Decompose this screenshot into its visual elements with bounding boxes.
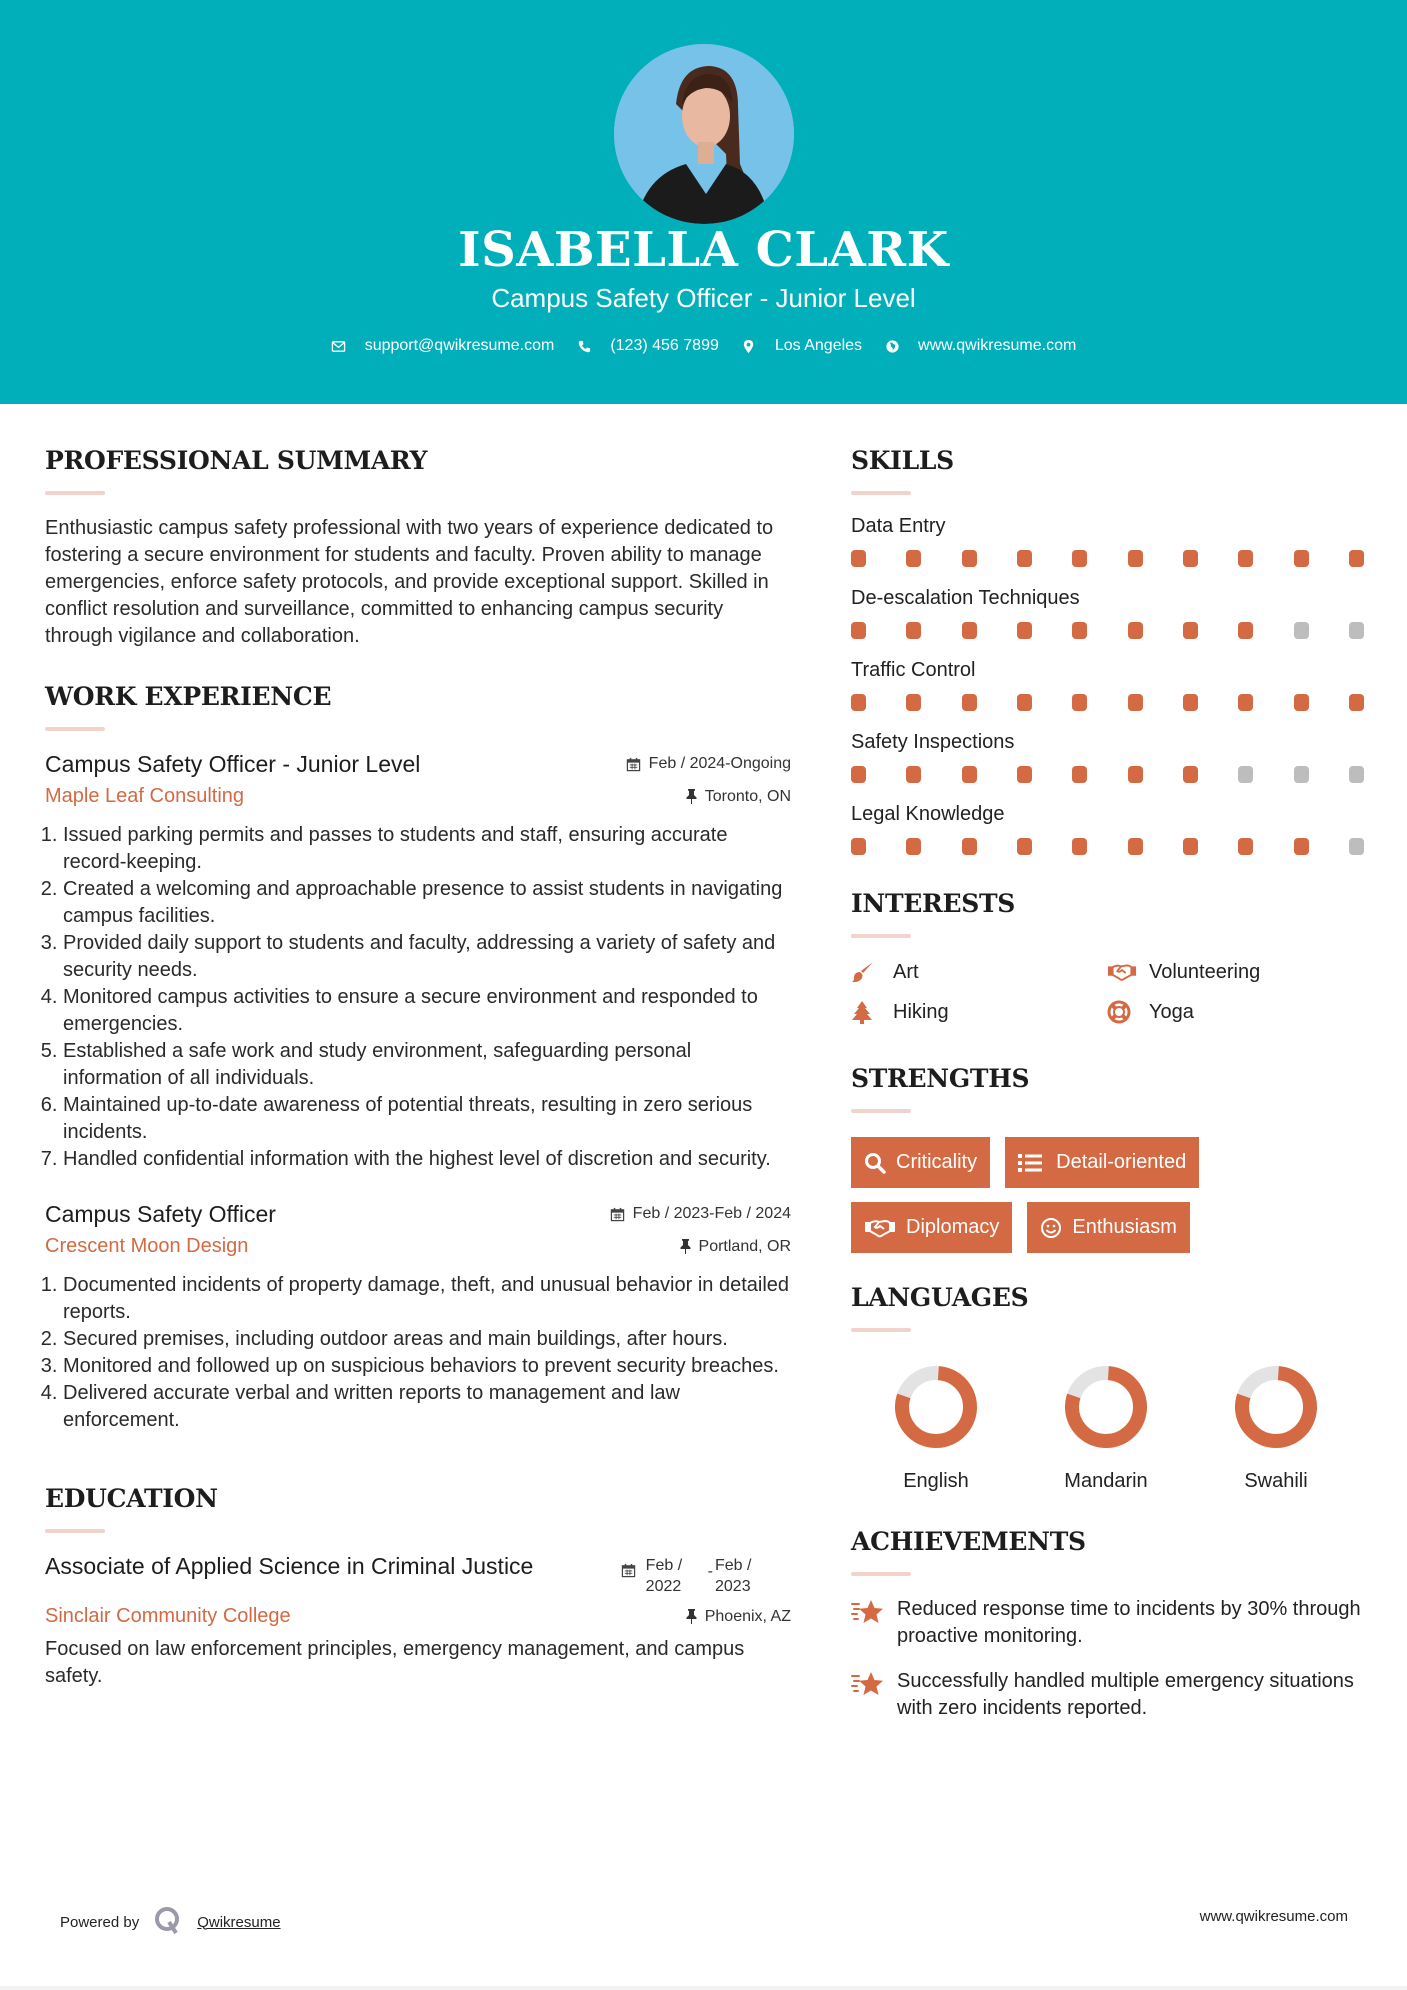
- rating-dot-filled: [1238, 550, 1253, 567]
- language-name: English: [903, 1470, 969, 1492]
- rating-dot-filled: [1017, 550, 1032, 567]
- rating-dot-empty: [1238, 766, 1253, 783]
- section-title: PROFESSIONAL SUMMARY: [45, 446, 428, 475]
- section-divider: [851, 1328, 911, 1332]
- degree-title: Associate of Applied Science in Criminal Justice: [45, 1553, 534, 1579]
- rating-dot-filled: [1128, 838, 1143, 855]
- experience-section: [45, 682, 791, 1434]
- section-divider: [851, 1109, 911, 1113]
- language-donut-chart: [1233, 1364, 1319, 1450]
- contact-phone[interactable]: [576, 337, 719, 355]
- skill-name: Legal Knowledge: [851, 803, 1005, 825]
- location-text: Los Angeles: [774, 337, 863, 354]
- rating-dot-filled: [1349, 550, 1364, 567]
- tree-icon: [851, 1000, 881, 1024]
- section-divider: [851, 934, 911, 938]
- date-separator: -: [707, 1563, 713, 1580]
- rating-dot-filled: [1238, 694, 1253, 711]
- phone-text: (123) 456 7899: [610, 337, 719, 354]
- pushpin-icon: [686, 789, 697, 804]
- section-divider: [45, 1529, 105, 1533]
- rating-dot-filled: [1294, 694, 1309, 711]
- job-entry: [45, 1199, 791, 1434]
- strength-tag: Enthusiasm: [1027, 1202, 1190, 1253]
- section-title: INTERESTS: [851, 889, 1016, 918]
- qwikresume-logo-icon: [153, 1905, 183, 1939]
- footer-url-link[interactable]: www.qwikresume.com: [1199, 1908, 1348, 1925]
- rating-dot-filled: [1238, 838, 1253, 855]
- contact-website[interactable]: [884, 337, 1076, 355]
- skill-item: [851, 731, 1366, 783]
- rating-dot-filled: [851, 550, 866, 567]
- profile-photo: [614, 44, 794, 224]
- job-dates: Feb / 2023-Feb / 2024: [610, 1205, 791, 1223]
- rating-dot-empty: [1294, 766, 1309, 783]
- contact-bar: [0, 337, 1407, 355]
- job-location: Portland, OR: [680, 1238, 791, 1256]
- search-icon: [864, 1152, 886, 1174]
- lifering-icon: [1107, 1000, 1137, 1024]
- rating-dot-filled: [962, 838, 977, 855]
- skill-item: [851, 803, 1366, 855]
- map-pin-icon: [741, 338, 757, 354]
- achievements-section: [851, 1527, 1366, 1722]
- handshake-icon: [864, 1217, 896, 1239]
- email-text: support@qwikresume.com: [364, 337, 555, 354]
- rating-dot-filled: [1183, 622, 1198, 639]
- languages-section: [851, 1283, 1366, 1493]
- bullet-item: 4. Monitored campus activities to ensure a secure environment and responded to emergencies.: [63, 984, 791, 1038]
- rating-dot-empty: [1294, 622, 1309, 639]
- handshake-icon: [1107, 960, 1137, 984]
- school-name: Sinclair Community College: [45, 1605, 291, 1627]
- star-icon: [851, 1670, 885, 1706]
- rating-dot-filled: [1183, 550, 1198, 567]
- achievement-item: Successfully handled multiple emergency situations with zero incidents reported.: [851, 1668, 1366, 1722]
- education-description: Focused on law enforcement principles, emergency management, and campus safety.: [45, 1638, 745, 1687]
- bullet-item: 6. Maintained up-to-date awareness of potential threats, resulting in zero serious incidents.: [63, 1092, 791, 1146]
- bullet-item: 1. Issued parking permits and passes to students and staff, ensuring accurate record-keeping.: [63, 822, 791, 876]
- company-name: Crescent Moon Design: [45, 1235, 249, 1257]
- education-section: [45, 1484, 791, 1690]
- rating-dot-filled: [1294, 838, 1309, 855]
- rating-dot-empty: [1349, 766, 1364, 783]
- person-photo-icon: [614, 44, 794, 224]
- section-title: STRENGTHS: [851, 1064, 1030, 1093]
- interest-item: Yoga: [1107, 1000, 1363, 1024]
- calendar-icon: [626, 757, 641, 772]
- contact-location: [741, 337, 862, 355]
- section-divider: [45, 727, 105, 731]
- skill-item: [851, 659, 1366, 711]
- rating-dot-filled: [851, 694, 866, 711]
- rating-dot-empty: [1349, 838, 1364, 855]
- rating-dot-filled: [906, 838, 921, 855]
- powered-by: Powered by Qwikresume: [60, 1905, 281, 1939]
- job-location: Toronto, ON: [686, 788, 791, 806]
- rating-dot-filled: [1183, 694, 1198, 711]
- rating-dot-filled: [1128, 694, 1143, 711]
- phone-icon: [576, 338, 592, 354]
- interest-item: Volunteering: [1107, 960, 1363, 984]
- rating-dot-filled: [1017, 766, 1032, 783]
- rating-dot-filled: [1128, 550, 1143, 567]
- rating-dot-filled: [1072, 766, 1087, 783]
- bullet-item: 3. Provided daily support to students and faculty, addressing a variety of safety and security needs.: [63, 930, 791, 984]
- qwikresume-link[interactable]: Qwikresume: [197, 1913, 281, 1931]
- page-footer: [0, 1895, 1407, 1935]
- rating-dot-filled: [851, 766, 866, 783]
- skill-rating: [851, 622, 1364, 639]
- rating-dot-filled: [1128, 622, 1143, 639]
- left-column: [45, 446, 791, 1690]
- skill-name: De-escalation Techniques: [851, 587, 1080, 609]
- rating-dot-filled: [962, 622, 977, 639]
- website-text: www.qwikresume.com: [918, 337, 1077, 354]
- rating-dot-empty: [1349, 622, 1364, 639]
- rating-dot-filled: [906, 622, 921, 639]
- calendar-icon: [610, 1207, 625, 1222]
- language-item: [1191, 1364, 1361, 1493]
- rating-dot-filled: [1017, 838, 1032, 855]
- job-bullets: [45, 1272, 791, 1434]
- contact-email[interactable]: [331, 337, 555, 355]
- resume-header: [0, 0, 1407, 404]
- pushpin-icon: [680, 1239, 691, 1254]
- rating-dot-filled: [1183, 838, 1198, 855]
- strength-tag: Detail-oriented: [1005, 1137, 1199, 1188]
- rating-dot-filled: [906, 766, 921, 783]
- rating-dot-filled: [1017, 694, 1032, 711]
- skill-rating: [851, 550, 1364, 567]
- interest-item: Art: [851, 960, 1107, 984]
- candidate-name: ISABELLA CLARK: [458, 222, 949, 278]
- candidate-title: Campus Safety Officer - Junior Level: [491, 283, 916, 313]
- language-name: Swahili: [1244, 1470, 1308, 1492]
- bullet-item: 7. Handled confidential information with the highest level of discretion and security.: [63, 1146, 791, 1173]
- section-title: SKILLS: [851, 446, 954, 475]
- company-name: Maple Leaf Consulting: [45, 785, 245, 807]
- paintbrush-icon: [851, 960, 881, 984]
- pushpin-icon: [686, 1609, 697, 1624]
- skill-name: Traffic Control: [851, 659, 976, 681]
- rating-dot-filled: [1183, 766, 1198, 783]
- education-start: Feb / 2022: [645, 1557, 683, 1595]
- smile-icon: [1040, 1217, 1062, 1239]
- interests-section: [851, 889, 1366, 1024]
- language-donut-chart: [893, 1364, 979, 1450]
- section-divider: [851, 1572, 911, 1576]
- bullet-item: 2. Secured premises, including outdoor areas and main buildings, after hours.: [63, 1326, 791, 1353]
- rating-dot-filled: [851, 838, 866, 855]
- bullet-item: 5. Established a safe work and study environment, safeguarding personal information of all individuals.: [63, 1038, 791, 1092]
- rating-dot-filled: [851, 622, 866, 639]
- page-bottom-border: [0, 1986, 1407, 1990]
- section-title: WORK EXPERIENCE: [45, 682, 332, 711]
- rating-dot-filled: [1072, 622, 1087, 639]
- right-column: [851, 446, 1366, 1722]
- education-end: Feb / 2023: [715, 1557, 752, 1595]
- skill-rating: [851, 694, 1364, 711]
- section-title: ACHIEVEMENTS: [851, 1527, 1086, 1556]
- job-bullets: [45, 822, 791, 1173]
- rating-dot-filled: [1128, 766, 1143, 783]
- rating-dot-filled: [906, 550, 921, 567]
- list-icon: [1018, 1153, 1042, 1173]
- rating-dot-filled: [962, 550, 977, 567]
- skill-rating: [851, 838, 1364, 855]
- interest-item: Hiking: [851, 1000, 1107, 1024]
- language-item: [1021, 1364, 1191, 1493]
- rating-dot-filled: [906, 694, 921, 711]
- envelope-icon: [331, 338, 347, 354]
- section-divider: [851, 491, 911, 495]
- summary-text: Enthusiastic campus safety professional with two years of experience dedicated to fostering a secure environment for students and faculty. Proven ability to manage emergencies, enforce safety protocols, and provide exceptional support. Skilled in conflict resolution and surveillance, committed to enhancing campus security through vigilance and collaboration.: [45, 517, 774, 647]
- calendar-icon: [621, 1563, 636, 1597]
- rating-dot-filled: [1238, 622, 1253, 639]
- school-location: Phoenix, AZ: [686, 1608, 791, 1626]
- rating-dot-filled: [962, 766, 977, 783]
- language-donut-chart: [1063, 1364, 1149, 1450]
- globe-icon: [884, 338, 900, 354]
- section-divider: [45, 491, 105, 495]
- job-title: Campus Safety Officer: [45, 1201, 276, 1227]
- strength-tag: Diplomacy: [851, 1202, 1012, 1253]
- star-icon: [851, 1598, 885, 1634]
- language-item: [851, 1364, 1021, 1493]
- summary-section: [45, 446, 791, 650]
- skill-rating: [851, 766, 1364, 783]
- rating-dot-filled: [962, 694, 977, 711]
- skill-name: Safety Inspections: [851, 731, 1015, 753]
- rating-dot-filled: [1072, 694, 1087, 711]
- strengths-section: [851, 1064, 1366, 1253]
- language-name: Mandarin: [1064, 1470, 1148, 1492]
- rating-dot-filled: [1349, 694, 1364, 711]
- job-title: Campus Safety Officer - Junior Level: [45, 751, 421, 777]
- bullet-item: 1. Documented incidents of property damage, theft, and unusual behavior in detailed reports.: [63, 1272, 791, 1326]
- skill-item: [851, 587, 1366, 639]
- job-entry: [45, 749, 791, 1173]
- strength-tag: Criticality: [851, 1137, 990, 1188]
- rating-dot-filled: [1072, 550, 1087, 567]
- bullet-item: 2. Created a welcoming and approachable presence to assist students in navigating campus facilities.: [63, 876, 791, 930]
- bullet-item: 3. Monitored and followed up on suspicious behaviors to prevent security breaches.: [63, 1353, 791, 1380]
- skills-section: [851, 446, 1366, 855]
- section-title: EDUCATION: [45, 1484, 218, 1513]
- rating-dot-filled: [1294, 550, 1309, 567]
- education-dates: [621, 1555, 757, 1597]
- skill-item: [851, 515, 1366, 567]
- skill-name: Data Entry: [851, 515, 946, 537]
- job-dates: Feb / 2024-Ongoing: [626, 755, 791, 773]
- achievement-item: Reduced response time to incidents by 30% through proactive monitoring.: [851, 1596, 1366, 1650]
- bullet-item: 4. Delivered accurate verbal and written reports to management and law enforcement.: [63, 1380, 791, 1434]
- rating-dot-filled: [1072, 838, 1087, 855]
- rating-dot-filled: [1017, 622, 1032, 639]
- section-title: LANGUAGES: [851, 1283, 1029, 1312]
